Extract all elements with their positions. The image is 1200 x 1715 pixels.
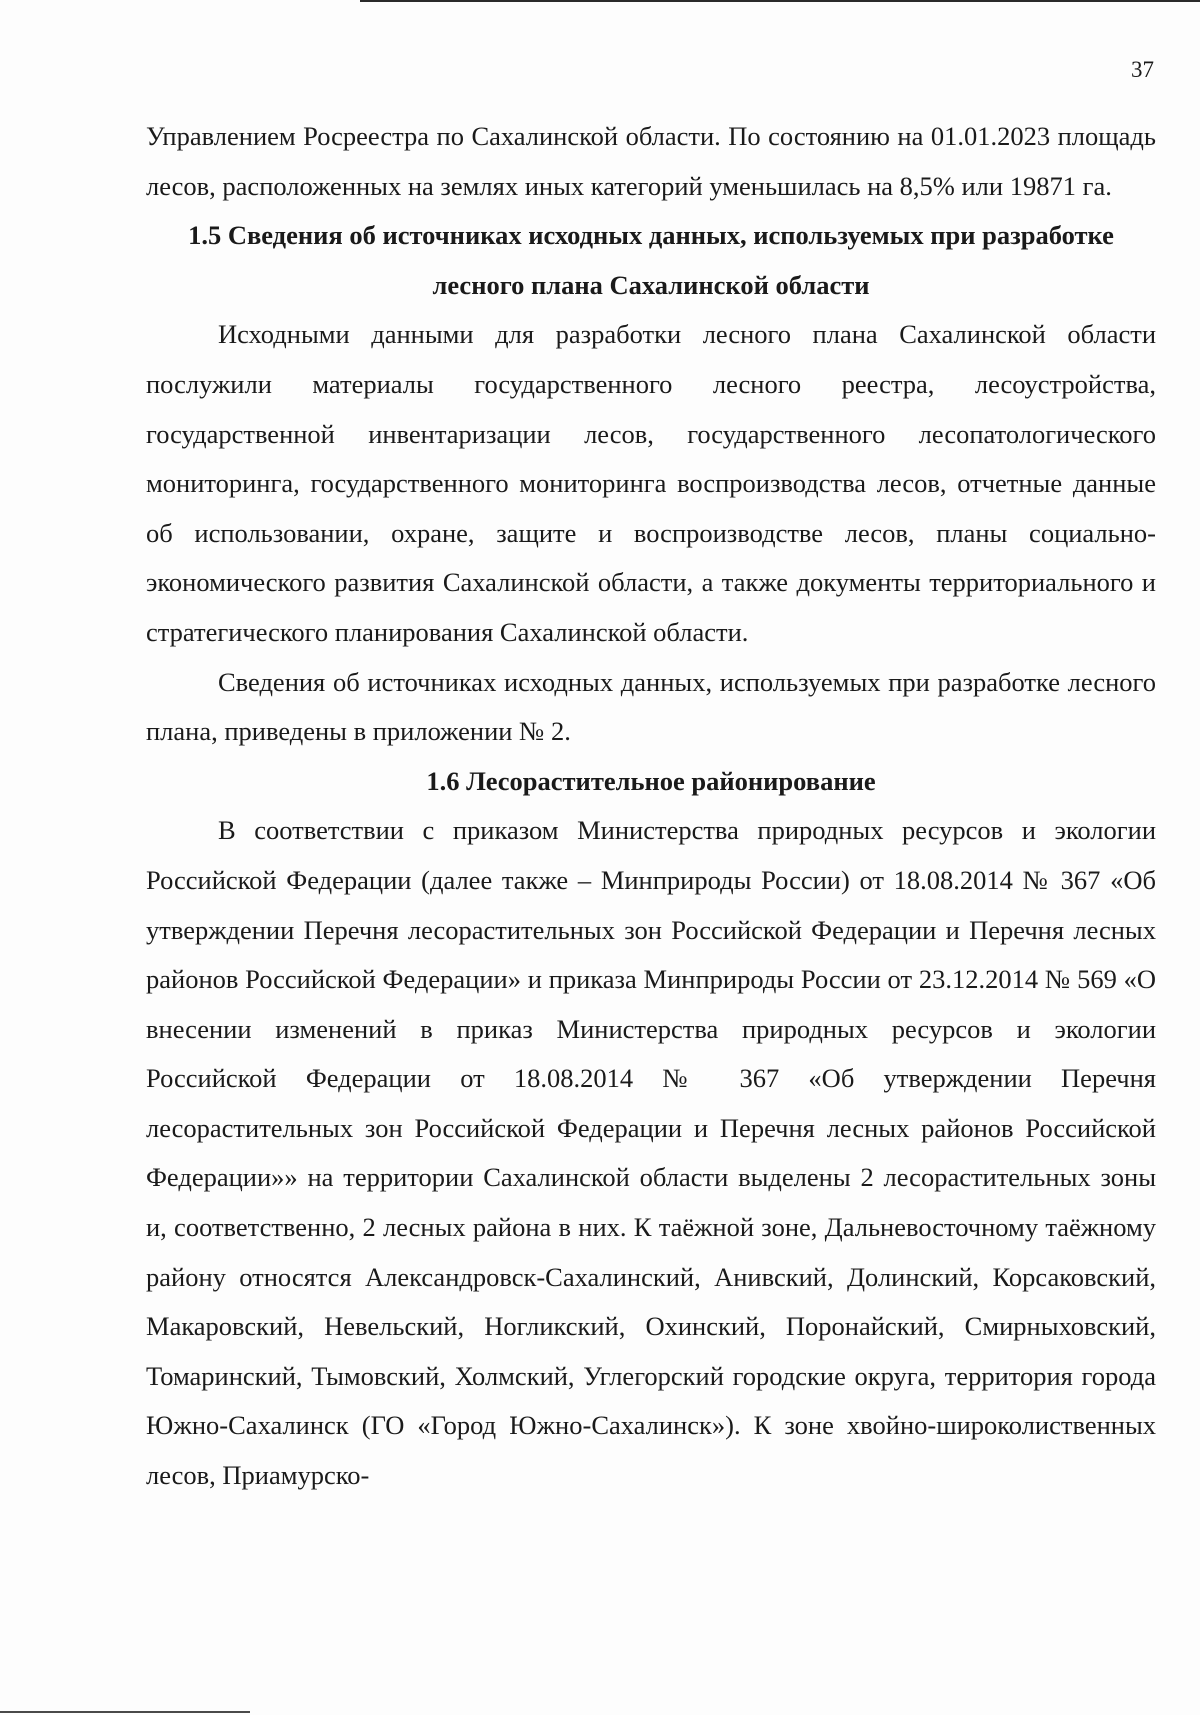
section-heading-1-5-line2: лесного плана Сахалинской области bbox=[432, 269, 870, 300]
page-number: 37 bbox=[1131, 57, 1154, 82]
scan-top-edge bbox=[360, 0, 1200, 2]
paragraph-source-data: Исходными данными для разработки лесного плана Сахалинской области послужили материалы государственного лесного реестра, лесоустройства, государственной инвентаризации лесов, государственного лесопатологического мониторинга, государственного мониторинга воспроизводства лесов, отчетные данные об использовании, охране, защите и воспроизводстве лесов, планы социально-экономического развития Сахалинской области, а также документы территориального и стратегического планирования Сахалинской области. bbox=[146, 319, 1156, 647]
section-heading-1-5-line1: 1.5 Сведения об источниках исходных данных, используемых при разработке bbox=[188, 220, 1114, 251]
scan-bottom-edge bbox=[0, 1711, 250, 1713]
page-content bbox=[146, 112, 1156, 1501]
section-heading-1-6: 1.6 Лесорастительное районирование bbox=[426, 765, 876, 796]
paragraph-appendix-ref: Сведения об источниках исходных данных, используемых при разработке лесного плана, приведены в приложении № 2. bbox=[146, 666, 1156, 747]
paragraph-zoning: В соответствии с приказом Министерства природных ресурсов и экологии Российской Федерации (далее также – Минприроды России) от 18.08.2014 № 367 «Об утверждении Перечня лесорастительных зон Российской Федерации и Перечня лесных районов Российской Федерации» и приказа Минприроды России от 23.12.2014 № 569 «О внесении изменений в приказ Министерства природных ресурсов и экологии Российской Федерации от 18.08.2014 № 367 «Об утверждении Перечня лесорастительных зон Российской Федерации и Перечня лесных районов Российской Федерации»» на территории Сахалинской области выделены 2 лесорастительных зоны и, соответственно, 2 лесных района в них. К таёжной зоне, Дальневосточному таёжному району относятся Александровск-Сахалинский, Анивский, Долинский, Корсаковский, Макаровский, Невельский, Ногликский, Охинский, Поронайский, Смирныховский, Томаринский, Тымовский, Холмский, Углегорский городские округа, территория города Южно-Сахалинск (ГО «Город Южно-Сахалинск»). К зоне хвойно-широколиственных лесов, Приамурско- bbox=[146, 815, 1156, 1491]
section-heading-1-5 bbox=[146, 211, 1156, 310]
paragraph-continuation: Управлением Росреестра по Сахалинской области. По состоянию на 01.01.2023 площадь лесов, расположенных на землях иных категорий уменьшилась на 8,5% или 19871 га. bbox=[146, 121, 1156, 201]
